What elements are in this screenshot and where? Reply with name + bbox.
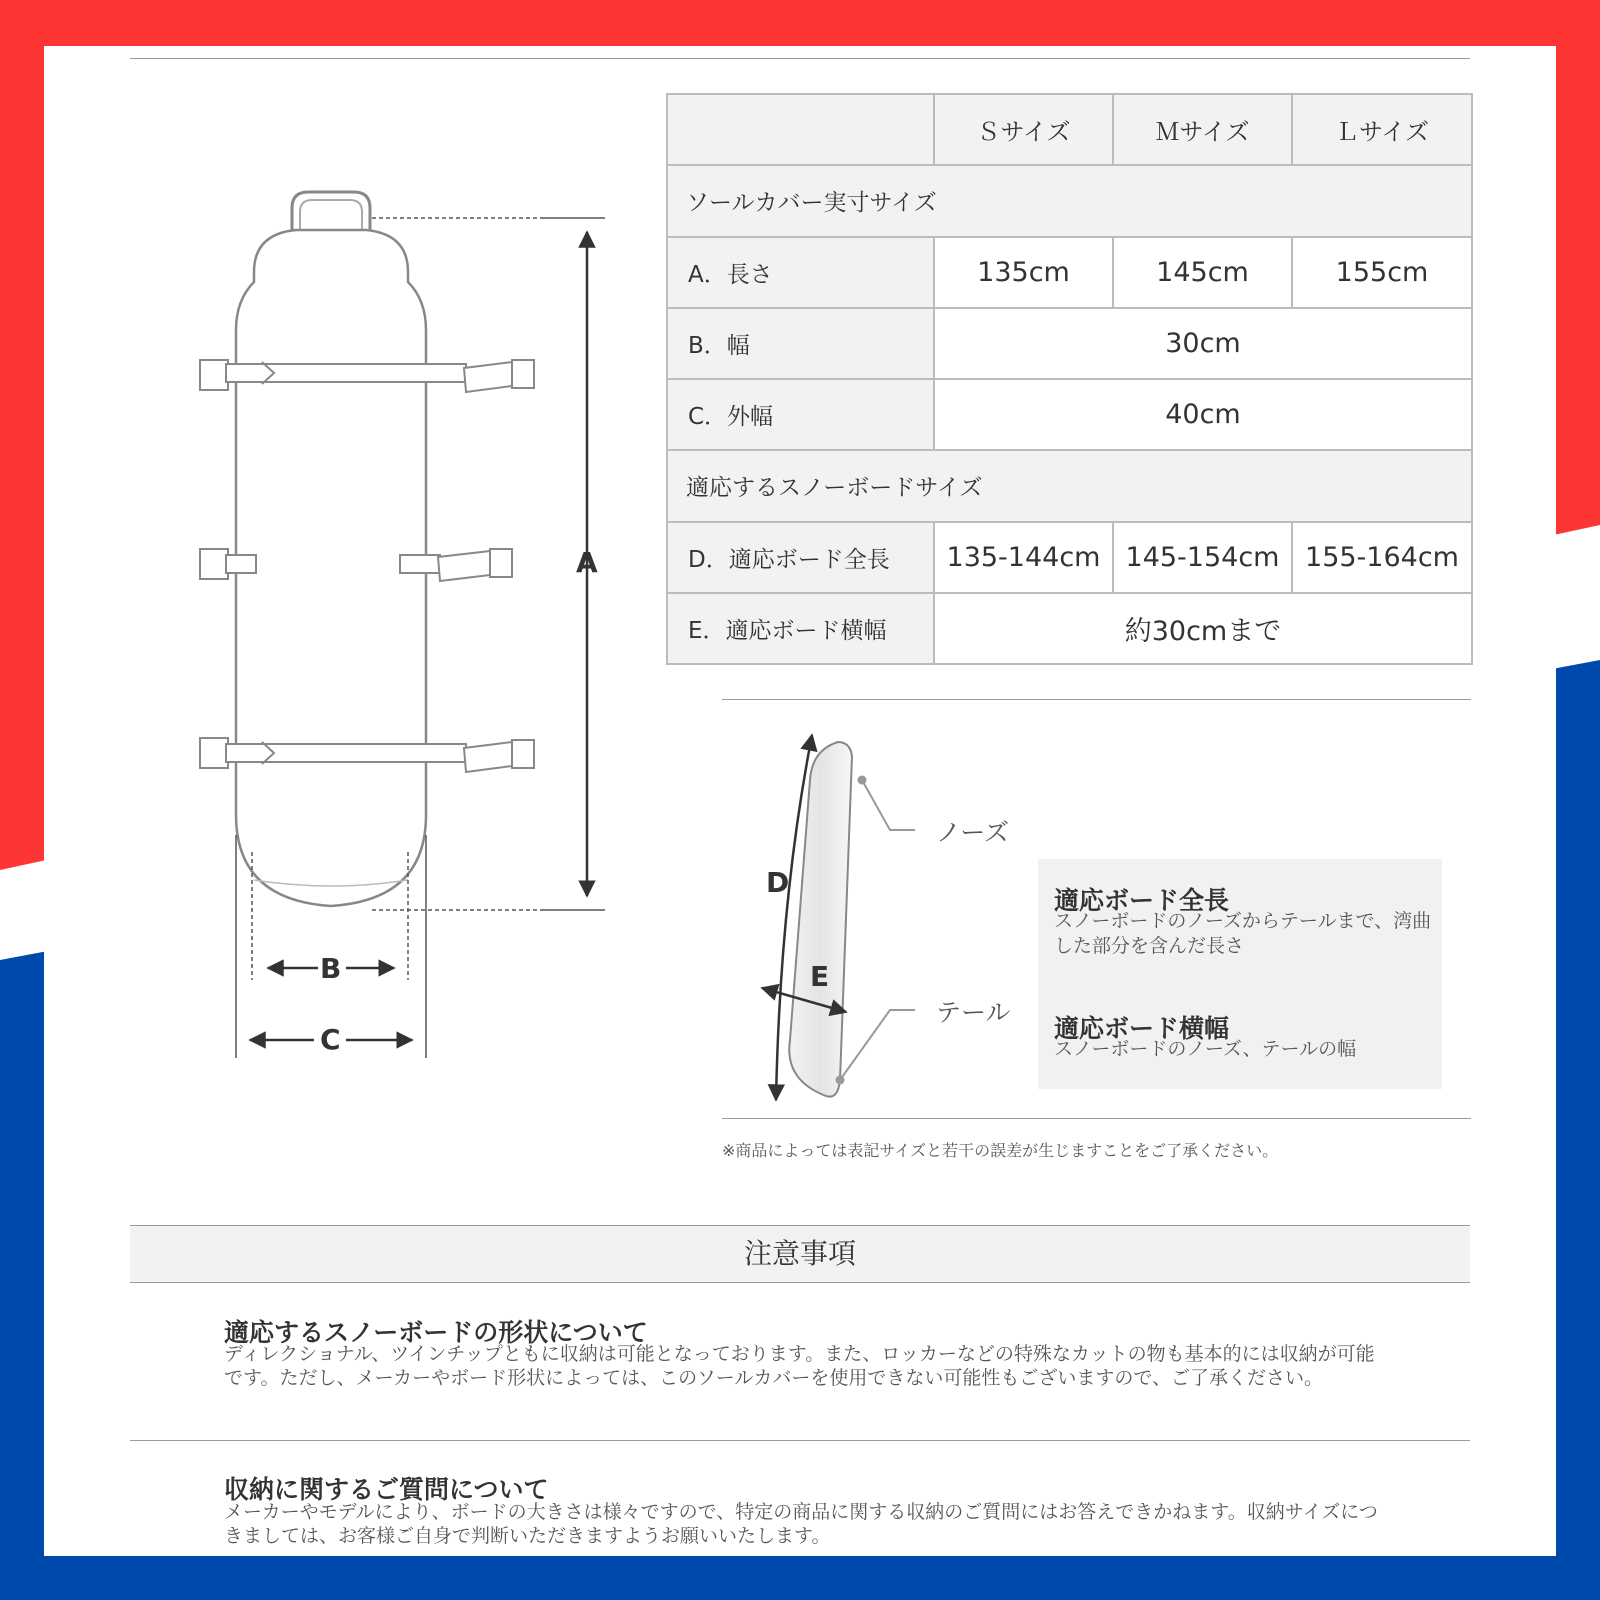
- question-section-title: 収納に関するご質問について: [224, 1475, 549, 1504]
- dimension-label-a: A: [576, 546, 598, 579]
- dimension-label-c: C: [320, 1023, 341, 1056]
- row-label-board-length: D．適応ボード全長: [667, 522, 934, 593]
- section-row-cover: [667, 165, 1472, 236]
- dimension-label-e: E: [810, 960, 830, 993]
- caution-heading: 注意事項: [130, 1225, 1470, 1283]
- top-divider: [130, 58, 1470, 59]
- section-row-board: [667, 450, 1472, 521]
- cover-outline: [236, 230, 426, 906]
- nose-label: ノーズ: [936, 818, 1010, 847]
- caution-divider: [130, 1440, 1470, 1441]
- row-label-board-width: E．適応ボード横幅: [667, 593, 934, 664]
- note-divider: [722, 1118, 1471, 1119]
- board-length-description: スノーボードのノーズからテールまで、湾曲した部分を含んだ長さ: [1054, 910, 1432, 957]
- snowboard-diagram: [740, 720, 1040, 1110]
- dimension-label-d: D: [766, 866, 790, 899]
- shape-section-body: ディレクショナル、ツインチップともに収納は可能となっております。また、ロッカーなどの特殊なカットの物も基本的には収納が可能です。ただし、メーカーやボード形状によっては、このソールカバーを使用できない可能性もございますので、ご了承ください。: [224, 1343, 1375, 1389]
- table-row: [667, 593, 1472, 664]
- value-width: 30cm: [934, 308, 1472, 379]
- value-board-length-l: 155-164cm: [1292, 522, 1472, 593]
- shape-section-title: 適応するスノーボードの形状について: [224, 1318, 648, 1347]
- dimension-label-b: B: [320, 952, 342, 985]
- board-width-title: 適応ボード横幅: [1054, 1014, 1230, 1043]
- value-board-length-s: 135-144cm: [934, 522, 1113, 593]
- tail-label: テール: [936, 998, 1011, 1027]
- board-section-divider: [722, 699, 1471, 700]
- explanation-box: [1038, 859, 1442, 1089]
- row-label-width: B．幅: [667, 308, 934, 379]
- value-length-l: 155cm: [1292, 237, 1472, 308]
- table-row: [667, 308, 1472, 379]
- row-label-outer-width: C．外幅: [667, 379, 934, 450]
- table-row: [667, 522, 1472, 593]
- header-l: Ｌサイズ: [1292, 94, 1472, 165]
- value-length-s: 135cm: [934, 237, 1113, 308]
- sole-cover-diagram: [190, 180, 630, 1060]
- table-row: [667, 379, 1472, 450]
- value-outer-width: 40cm: [934, 379, 1472, 450]
- value-length-m: 145cm: [1113, 237, 1292, 308]
- row-label-length: A．長さ: [667, 237, 934, 308]
- board-outline: [789, 742, 852, 1097]
- value-board-width: 約30cmまで: [934, 593, 1472, 664]
- question-section-body: メーカーやモデルにより、ボードの大きさは様々ですので、特定の商品に関する収納のご質問にはお答えできかねます。収納サイズにつきましては、お客様ご自身で判断いただきますようお願いいたします。: [224, 1501, 1378, 1547]
- table-row: [667, 237, 1472, 308]
- board-length-title: 適応ボード全長: [1054, 886, 1230, 915]
- section-board-size: 適応するスノーボードサイズ: [667, 450, 1472, 521]
- section-cover-size: ソールカバー実寸サイズ: [667, 165, 1472, 236]
- board-width-description: スノーボードのノーズ、テールの幅: [1054, 1038, 1357, 1060]
- table-header-row: [667, 94, 1472, 165]
- header-m: Ｍサイズ: [1113, 94, 1292, 165]
- value-board-length-m: 145-154cm: [1113, 522, 1292, 593]
- header-empty-cell: [667, 94, 934, 165]
- size-tolerance-note: ※商品によっては表記サイズと若干の誤差が生じますことをご了承ください。: [722, 1141, 1279, 1160]
- header-s: Ｓサイズ: [934, 94, 1113, 165]
- size-table: [666, 93, 1473, 665]
